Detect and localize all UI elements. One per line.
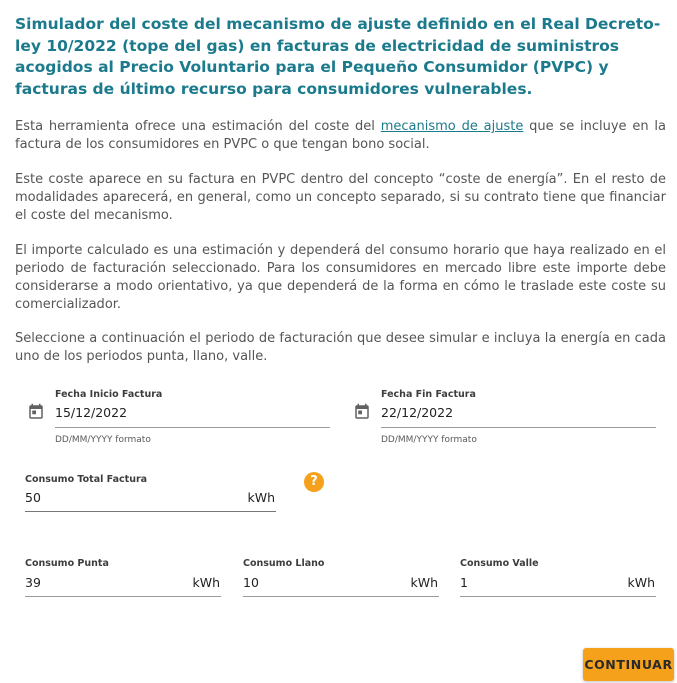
punta-consumption-underline (25, 596, 221, 597)
mecanismo-ajuste-link[interactable]: mecanismo de ajuste (380, 119, 524, 134)
start-date-underline (55, 427, 330, 428)
intro-paragraph-4: Seleccione a continuación el periodo de facturación que desee simular e incluya la energía en cada uno de los periodos punta, llano, valle. (15, 331, 666, 364)
llano-consumption-input[interactable]: 10 (243, 575, 259, 590)
valle-consumption-label: Consumo Valle (460, 558, 539, 569)
total-consumption-unit: kWh (247, 490, 275, 505)
end-date-underline (381, 427, 656, 428)
valle-consumption-unit: kWh (627, 575, 655, 590)
llano-consumption-label: Consumo Llano (243, 558, 325, 569)
total-consumption-label: Consumo Total Factura (25, 474, 148, 485)
total-consumption-underline (25, 511, 276, 512)
start-date-input[interactable]: 15/12/2022 (55, 405, 128, 420)
punta-consumption-label: Consumo Punta (25, 558, 109, 569)
end-date-hint: DD/MM/YYYY formato (381, 435, 477, 445)
end-date-input[interactable]: 22/12/2022 (381, 405, 454, 420)
intro-text-before-link: Esta herramienta ofrece una estimación del coste del (15, 119, 381, 134)
start-date-label: Fecha Inicio Factura (55, 389, 163, 400)
continue-button[interactable]: CONTINUAR (583, 648, 674, 681)
llano-consumption-underline (243, 596, 439, 597)
calendar-icon[interactable] (27, 403, 45, 421)
calendar-icon[interactable] (353, 403, 371, 421)
llano-consumption-unit: kWh (410, 575, 438, 590)
punta-consumption-unit: kWh (192, 575, 220, 590)
end-date-label: Fecha Fin Factura (381, 389, 476, 400)
intro-paragraph-2: Este coste aparece en su factura en PVPC dentro del concepto “coste de energía”. En el resto de modalidades aparecerá, en general, como un concepto separado, si su contrato tiene que financiar el coste del mecanismo. (15, 172, 666, 223)
intro-paragraph-1 (15, 118, 666, 154)
intro-text-after-link: que se incluye en la factura de los consumidores en PVPC o que tengan bono social. (15, 119, 666, 152)
punta-consumption-input[interactable]: 39 (25, 575, 41, 590)
help-icon[interactable]: ? (304, 472, 324, 492)
valle-consumption-underline (460, 596, 656, 597)
valle-consumption-input[interactable]: 1 (460, 575, 468, 590)
start-date-hint: DD/MM/YYYY formato (55, 435, 151, 445)
page-title: Simulador del coste del mecanismo de ajuste definido en el Real Decreto-ley 10/2022 (tope del gas) en facturas de electricidad de suministros acogidos al Precio Voluntario para el Pequeño Consumidor (PVPC) y facturas de último recurso para consumidores vulnerables. (15, 15, 661, 98)
total-consumption-input[interactable]: 50 (25, 490, 41, 505)
intro-paragraph-3: El importe calculado es una estimación y dependerá del consumo horario que haya realizado en el periodo de facturación seleccionado. Para los consumidores en mercado libre este importe debe considerarse a modo orientativo, ya que dependerá de la forma en cómo le traslade este coste su comercializador. (15, 243, 666, 312)
